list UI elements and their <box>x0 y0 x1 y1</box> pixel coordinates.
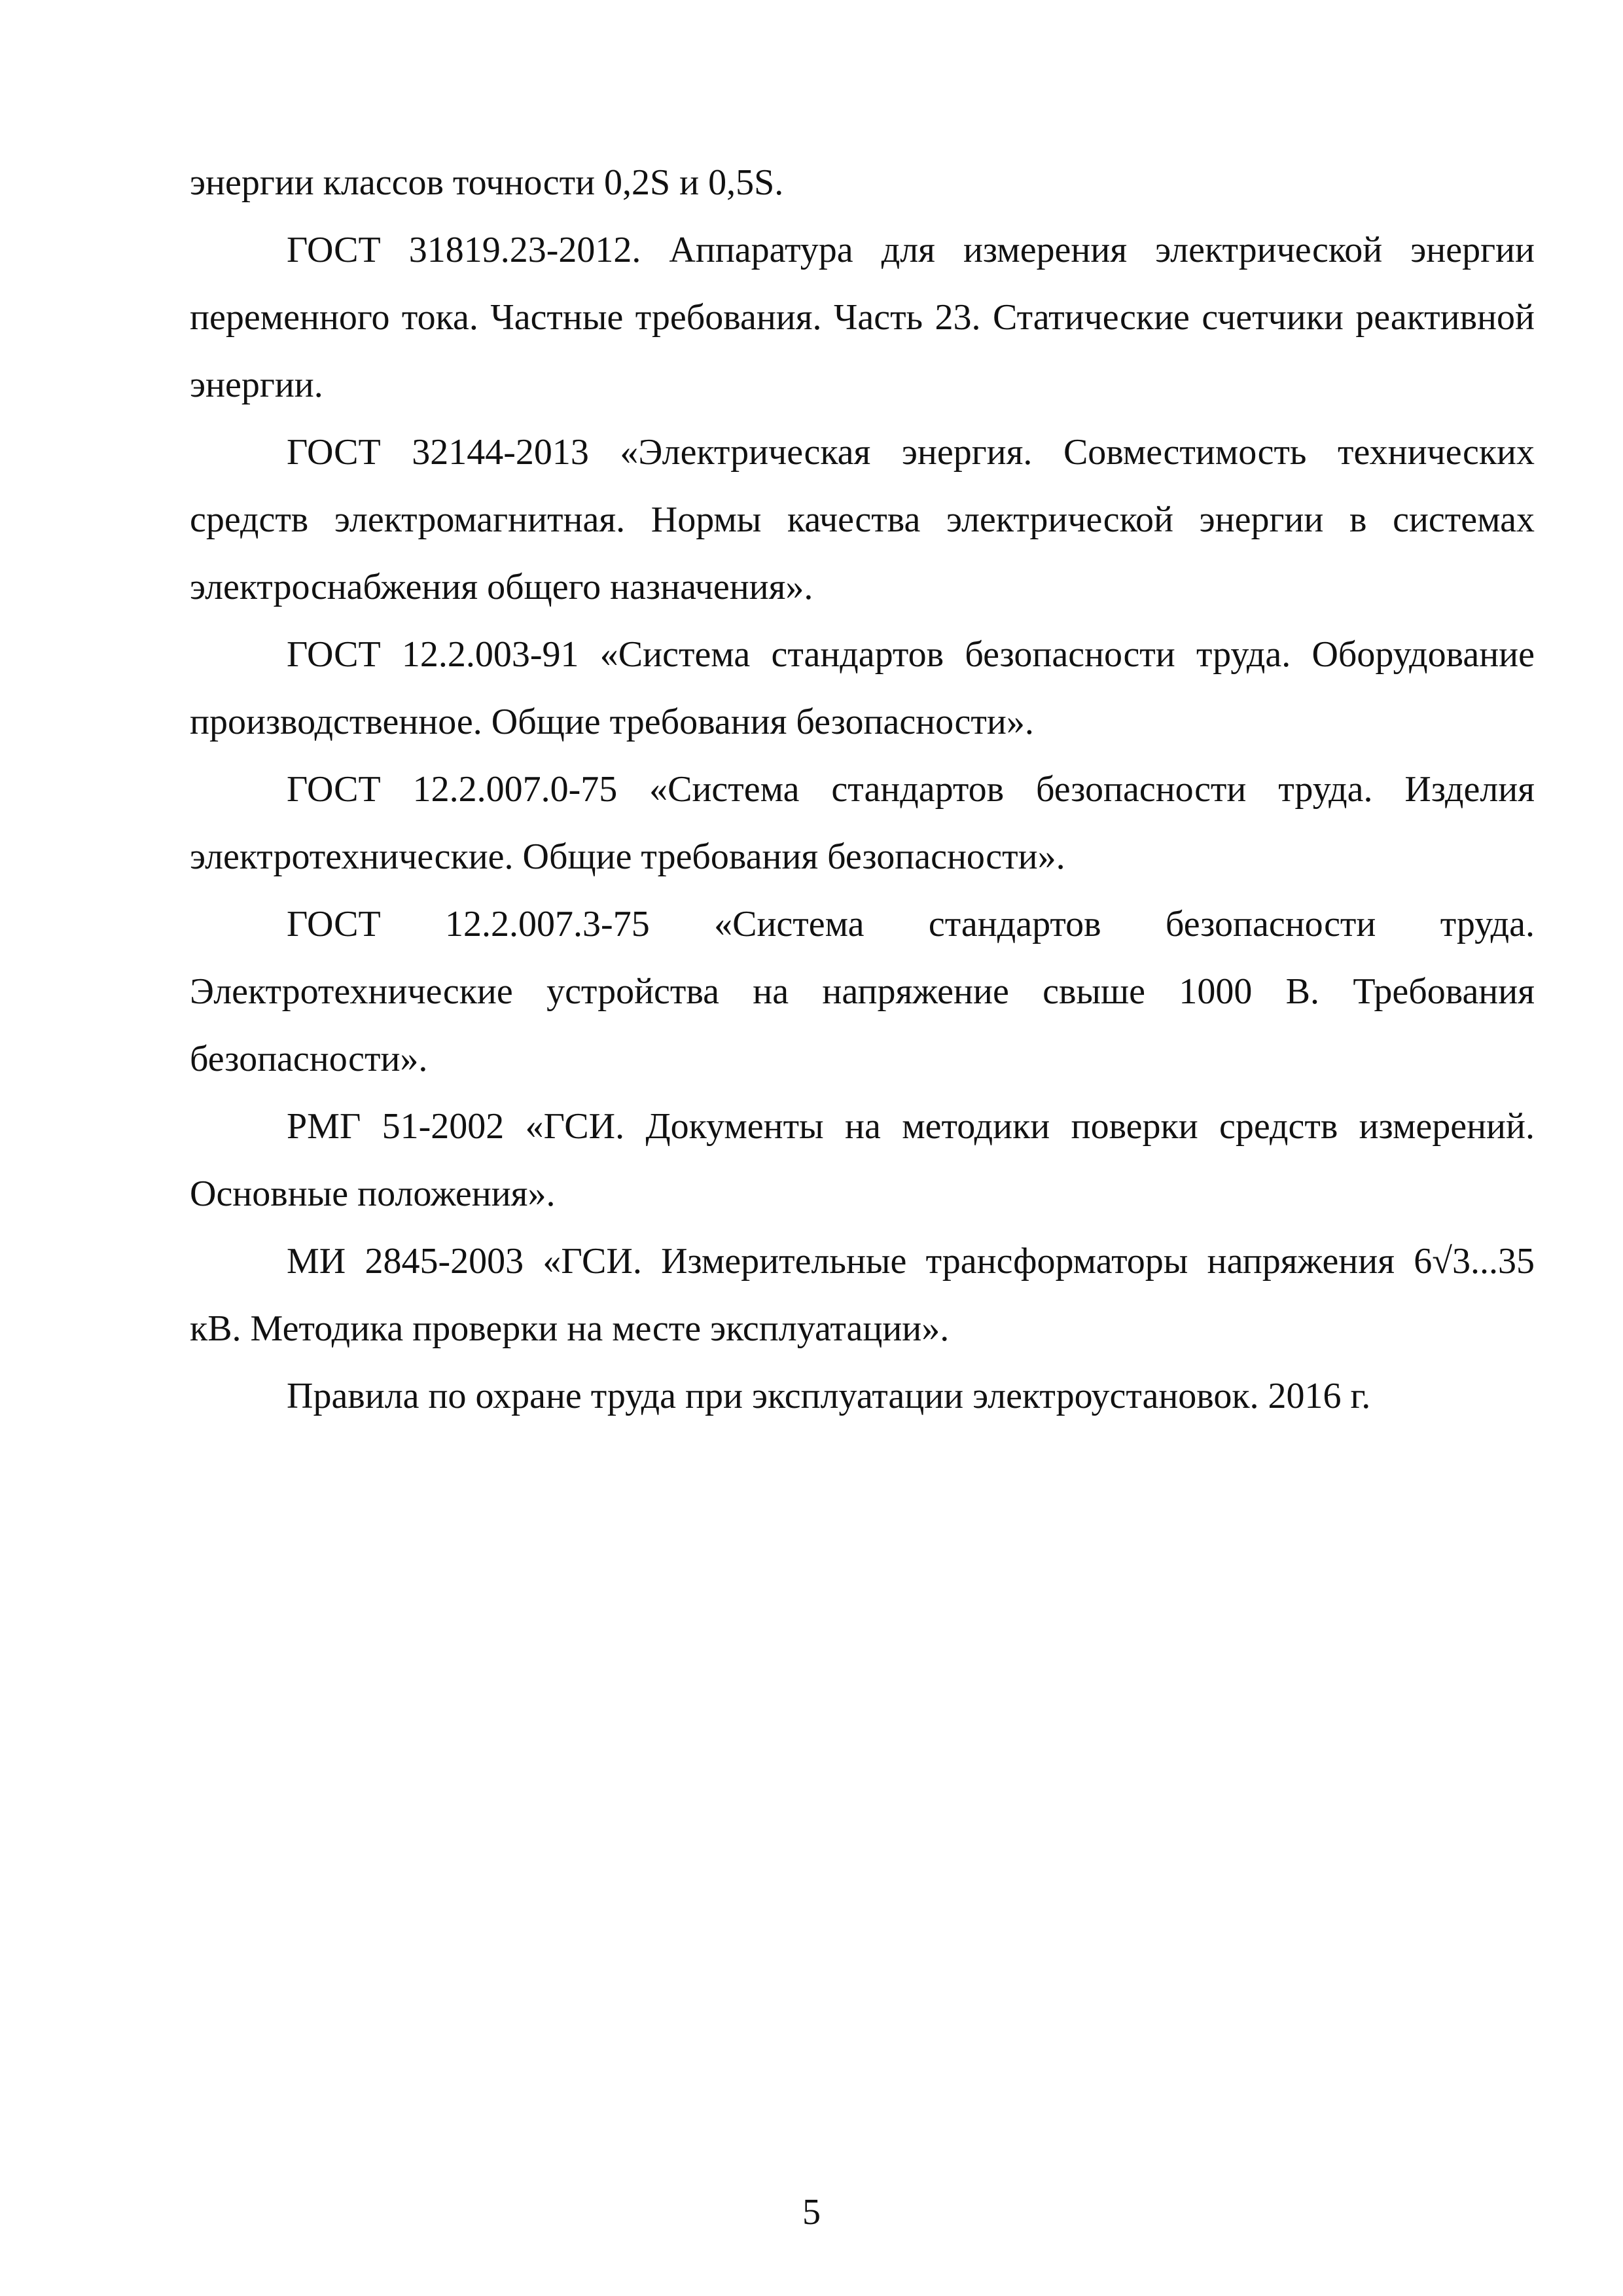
body-text <box>190 149 1535 1430</box>
paragraph-mi-2845: МИ 2845-2003 «ГСИ. Измерительные трансформаторы напряжения 6√3...35 кВ. Методика проверки на месте эксплуатации». <box>190 1241 1535 1349</box>
paragraph-gost-32144: ГОСТ 32144-2013 «Электрическая энергия. Совместимость технических средств электромагнитная. Нормы качества электрической энергии в системах электроснабжения общего назначения». <box>190 432 1535 607</box>
page-number: 5 <box>802 2192 821 2233</box>
paragraph-rmg-51: РМГ 51-2002 «ГСИ. Документы на методики поверки средств измерений. Основные положения». <box>190 1106 1535 1214</box>
paragraph-gost-12-2-007-0: ГОСТ 12.2.007.0-75 «Система стандартов безопасности труда. Изделия электротехнические. Общие требования безопасности». <box>190 769 1535 877</box>
paragraph-labor-safety-rules: Правила по охране труда при эксплуатации электроустановок. 2016 г. <box>287 1376 1371 1416</box>
paragraph-gost-12-2-003: ГОСТ 12.2.003-91 «Система стандартов безопасности труда. Оборудование производственное. Общие требования безопасности». <box>190 634 1535 742</box>
paragraph-continuation: энергии классов точности 0,2S и 0,5S. <box>190 162 784 203</box>
paragraph-gost-31819-23: ГОСТ 31819.23-2012. Аппаратура для измерения электрической энергии переменного тока. Частные требования. Часть 23. Статические счетчики реактивной энергии. <box>190 230 1535 405</box>
paragraph-gost-12-2-007-3: ГОСТ 12.2.007.3-75 «Система стандартов безопасности труда. Электротехнические устройства на напряжение свыше 1000 В. Требования безопасности». <box>190 904 1535 1079</box>
